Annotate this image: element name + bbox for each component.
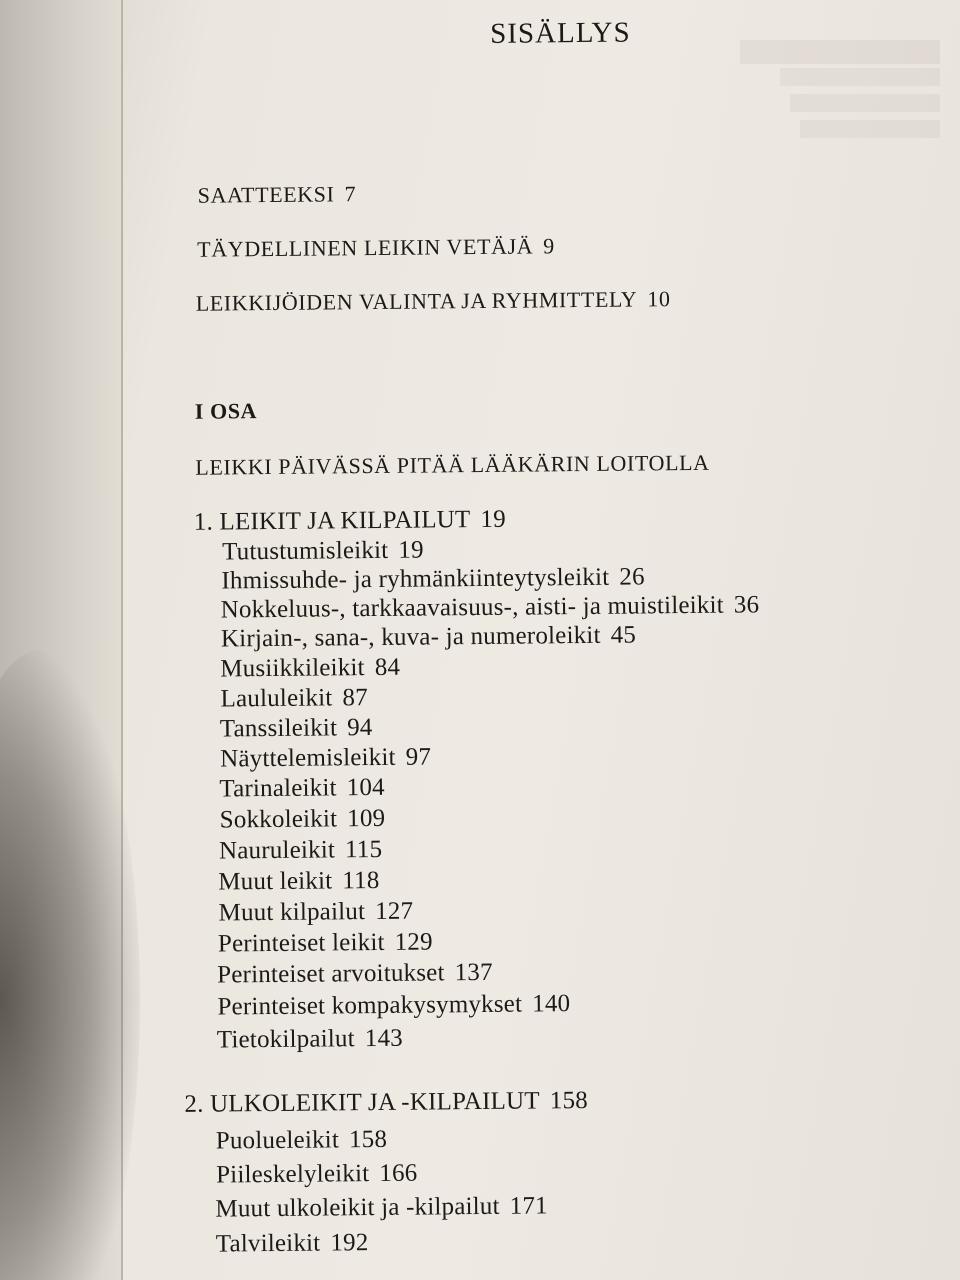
subentry-title: Tutustumisleikit	[222, 536, 389, 566]
subentry-page: 84	[374, 653, 401, 682]
toc-subentry	[216, 1126, 388, 1156]
toc-entry-title: SAATTEEKSI	[197, 181, 335, 208]
subentry-page: 140	[532, 990, 571, 1018]
toc-subentry	[216, 1229, 369, 1258]
chapter-page: 158	[549, 1086, 589, 1115]
toc-subentry	[220, 684, 368, 713]
subentry-title: Kirjain-, sana-, kuva- ja numeroleikit	[220, 621, 601, 653]
toc-entry-title: TÄYDELLINEN LEIKIN VETÄJÄ	[197, 233, 534, 262]
toc-subentry	[220, 743, 431, 773]
toc-subentry	[219, 774, 385, 804]
subentry-page: 94	[347, 714, 373, 742]
subentry-page: 26	[619, 563, 645, 591]
subentry-title: Talvileikit	[215, 1229, 321, 1258]
toc-subentry	[217, 990, 570, 1021]
subentry-title: Nokkeluus-, tarkkaavaisuus-, aisti- ja muistileikit	[220, 591, 724, 624]
toc-subentry	[219, 836, 383, 866]
toc-subentry	[220, 714, 373, 743]
toc-entry	[197, 233, 555, 262]
chapter-title: 1. LEIKIT JA KILPAILUT	[193, 506, 471, 536]
subentry-page: 166	[379, 1159, 418, 1187]
toc-entry-page: 7	[344, 181, 357, 207]
toc-subentry	[221, 622, 636, 654]
toc-subentry	[220, 805, 386, 835]
subentry-page: 19	[398, 536, 424, 564]
subentry-title: Musiikkileikit	[220, 654, 365, 683]
subentry-title: Näyttelemisleikit	[220, 743, 396, 773]
subentry-title: Tanssileikit	[219, 714, 338, 743]
subentry-page: 109	[347, 804, 386, 833]
subentry-title: Tietokilpailut	[216, 1025, 355, 1054]
subentry-title: Ihmissuhde- ja ryhmänkiinteytysleikit	[221, 563, 610, 595]
subentry-title: Tarinaleikit	[219, 774, 337, 803]
subentry-title: Puolueleikit	[215, 1126, 340, 1155]
toc-subentry	[218, 928, 433, 958]
subentry-page: 118	[342, 866, 380, 895]
toc-entry-title: LEIKKIJÖIDEN VALINTA JA RYHMITTELY	[195, 286, 638, 316]
subentry-page: 87	[342, 684, 368, 712]
subentry-title: Perinteiset leikit	[217, 928, 385, 958]
subentry-title: Muut ulkoleikit ja -kilpailut	[215, 1192, 500, 1223]
subentry-title: Muut leikit	[218, 867, 333, 896]
page-title: SISÄLLYS	[490, 16, 631, 50]
subentry-page: 129	[394, 928, 433, 956]
subentry-page: 97	[405, 743, 432, 771]
subentry-title: Perinteiset arvoitukset	[217, 959, 445, 989]
subentry-page: 171	[509, 1192, 548, 1220]
part-label: I OSA	[194, 398, 258, 424]
subentry-page: 36	[733, 591, 760, 619]
toc-entry	[196, 286, 671, 317]
toc-subentry	[221, 563, 645, 595]
toc-subentry	[217, 959, 493, 990]
toc-subentry	[221, 591, 760, 624]
subentry-page: 137	[454, 958, 493, 987]
subentry-title: Laululeikit	[220, 684, 333, 713]
subentry-page: 45	[610, 621, 637, 649]
part-title: LEIKKI PÄIVÄSSÄ PITÄÄ LÄÄKÄRIN LOITOLLA	[195, 449, 710, 480]
toc-entry-page: 9	[543, 233, 555, 259]
chapter-title: 2. ULKOLEIKIT JA -KILPAILUT	[184, 1087, 540, 1118]
toc-subentry	[218, 898, 413, 928]
toc-subentry	[220, 654, 400, 684]
chapter-heading	[184, 1087, 588, 1119]
subentry-title: Piileskelyleikit	[215, 1160, 370, 1189]
toc-subentry	[218, 867, 379, 897]
chapter-page: 19	[480, 505, 506, 533]
subentry-title: Nauruleikit	[218, 836, 336, 865]
subentry-page: 127	[375, 897, 414, 926]
subentry-page: 158	[348, 1125, 388, 1154]
subentry-page: 104	[346, 773, 385, 802]
toc-subentry	[216, 1160, 418, 1190]
subentry-page: 115	[344, 835, 383, 864]
subentry-title: Muut kilpailut	[218, 898, 366, 927]
toc-subentry	[217, 1025, 403, 1055]
subentry-page: 143	[364, 1024, 404, 1053]
toc-entry-page: 10	[647, 286, 671, 312]
subentry-title: Sokkoleikit	[219, 805, 338, 834]
toc-subentry	[222, 537, 424, 567]
toc-subentry	[215, 1192, 548, 1223]
subentry-page: 192	[330, 1229, 369, 1257]
chapter-heading	[194, 506, 506, 537]
toc-entry	[198, 181, 357, 209]
subentry-title: Perinteiset kompakysymykset	[217, 990, 523, 1021]
